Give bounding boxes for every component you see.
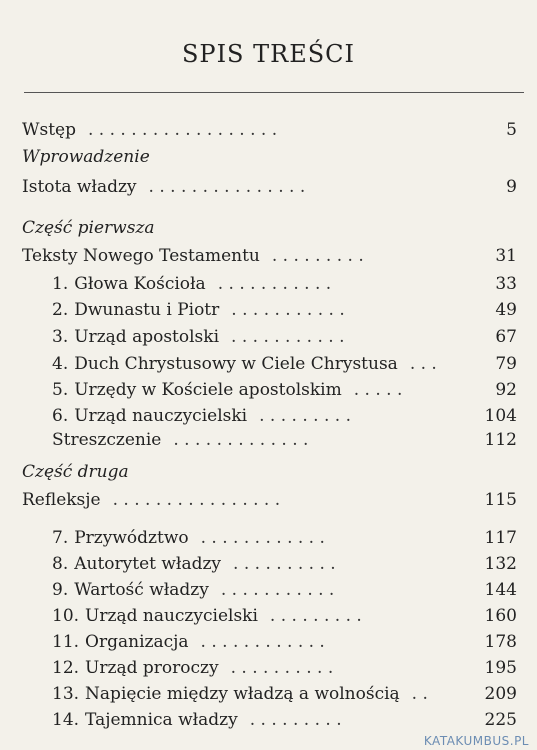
toc-page-number: 9 xyxy=(506,177,517,197)
toc-entry-number: 5. xyxy=(52,380,69,400)
toc-entry-number: 2. xyxy=(52,300,69,320)
toc-entry[interactable] xyxy=(0,404,537,428)
leader-dots: . . . . . . . . . . . . . . . . xyxy=(112,490,281,510)
toc-entry-title xyxy=(52,298,219,322)
toc-entry-number: 6. xyxy=(52,406,69,426)
toc-entry-number: 3. xyxy=(52,327,69,347)
toc-entry-title xyxy=(52,552,221,576)
toc-entry-title xyxy=(52,378,342,402)
toc-entry[interactable] xyxy=(0,352,537,376)
toc-page-number: 115 xyxy=(484,490,517,510)
toc-entry-title xyxy=(52,428,161,452)
toc-entry-title xyxy=(22,488,101,512)
toc-page-number: 209 xyxy=(484,684,517,704)
toc-entry-label: Urząd proroczy xyxy=(85,658,219,678)
toc-page-number: 132 xyxy=(484,554,517,574)
toc-entry[interactable] xyxy=(0,272,537,296)
toc-entry-title xyxy=(52,578,209,602)
toc-entry-title xyxy=(52,682,400,706)
toc-entry[interactable] xyxy=(0,604,537,628)
top-rule xyxy=(24,92,524,93)
toc-entry-title xyxy=(52,404,247,428)
toc-entry[interactable] xyxy=(0,488,537,512)
toc-entry-title xyxy=(52,656,219,680)
toc-entry-title xyxy=(52,630,189,654)
toc-entry-label: Duch Chrystusowy w Ciele Chrystusa xyxy=(74,354,398,374)
toc-entry-label: Istota władzy xyxy=(22,177,137,197)
toc-page-number: 67 xyxy=(495,327,517,347)
toc-entry-number: 11. xyxy=(52,632,80,652)
toc-entry-number: 9. xyxy=(52,580,69,600)
toc-entry-label: Organizacja xyxy=(85,632,189,652)
page-title: SPIS TREŚCI xyxy=(181,40,356,68)
toc-entry-label: Napięcie między władzą a wolnością xyxy=(85,684,400,704)
toc-entry[interactable] xyxy=(0,175,537,199)
toc-page-number: 33 xyxy=(495,274,517,294)
toc-entry-title xyxy=(22,244,260,268)
toc-entry-title xyxy=(52,708,238,732)
toc-entry-label: Streszczenie xyxy=(52,430,162,450)
toc-entry-label: Urzędy w Kościele apostolskim xyxy=(74,380,342,400)
leader-dots: . . . . . . . . . . . xyxy=(217,274,332,294)
leader-dots: . . . . . . . . . . xyxy=(233,554,336,574)
toc-entry-label: Dwunastu i Piotr xyxy=(74,300,220,320)
toc-entry-label: Głowa Kościoła xyxy=(74,274,206,294)
toc-entry-label: Urząd apostolski xyxy=(74,327,220,347)
toc-entry[interactable] xyxy=(0,118,537,142)
leader-dots: . . . . . . . . . xyxy=(269,606,362,626)
toc-entry-number: 7. xyxy=(52,528,69,548)
leader-dots: . . . . . . . . . xyxy=(271,246,364,266)
toc-entry-number: 10. xyxy=(52,606,80,626)
section-label: Część pierwsza xyxy=(22,218,155,238)
leader-dots: . . . xyxy=(409,354,437,374)
toc-entry-label: Autorytet władzy xyxy=(74,554,222,574)
leader-dots: . . . . . . . . . . . xyxy=(231,327,345,347)
toc-entry[interactable] xyxy=(0,552,537,576)
toc-entry[interactable] xyxy=(0,428,537,452)
toc-entry-title xyxy=(52,526,189,550)
toc-entry[interactable] xyxy=(0,682,537,706)
toc-page-number: 49 xyxy=(495,300,517,320)
leader-dots: . . . . . . . . . xyxy=(259,406,351,426)
leader-dots: . . . . . . . . . . . . . . . . . . xyxy=(87,120,278,140)
toc-entry-label: Tajemnica władzy xyxy=(85,710,238,730)
leader-dots: . . . . . . . . . . . . . . . xyxy=(148,177,306,197)
watermark: KATAKUMBUS.PL xyxy=(423,734,529,748)
toc-entry-label: Urząd nauczycielski xyxy=(85,606,258,626)
toc-entry-title xyxy=(22,118,76,142)
toc-page-number: 117 xyxy=(484,528,517,548)
toc-entry-label: Teksty Nowego Testamentu xyxy=(22,246,260,266)
section-label: Część druga xyxy=(22,462,129,482)
toc-entry-number: 13. xyxy=(52,684,80,704)
leader-dots: . . . . . . . . . . xyxy=(230,658,334,678)
toc-entry[interactable] xyxy=(0,656,537,680)
toc-entry-number: 4. xyxy=(52,354,69,374)
toc-page-number: 112 xyxy=(484,430,517,450)
toc-entry-number: 1. xyxy=(52,274,69,294)
toc-page-number: 79 xyxy=(495,354,517,374)
toc-entry-title xyxy=(52,352,398,376)
toc-entry-label: Refleksje xyxy=(22,490,101,510)
leader-dots: . . . . . . . . . . . xyxy=(231,300,345,320)
toc-page-number: 144 xyxy=(484,580,517,600)
toc-entry[interactable] xyxy=(0,244,537,268)
toc-page-number: 104 xyxy=(484,406,517,426)
toc-entry[interactable] xyxy=(0,630,537,654)
toc-entry-number: 8. xyxy=(52,554,69,574)
toc-entry[interactable] xyxy=(0,378,537,402)
toc-entry-number: 14. xyxy=(52,710,80,730)
leader-dots: . . . . . . . . . . . xyxy=(220,580,335,600)
leader-dots: . . xyxy=(411,684,428,704)
toc-entry-label: Urząd nauczycielski xyxy=(74,406,248,426)
toc-entry[interactable] xyxy=(0,526,537,550)
toc-page-number: 195 xyxy=(484,658,517,678)
toc-entry-title xyxy=(52,604,258,628)
toc-entry[interactable] xyxy=(0,578,537,602)
toc-entry-label: Wstęp xyxy=(22,120,76,140)
toc-entry[interactable] xyxy=(0,325,537,349)
toc-entry-title xyxy=(22,175,137,199)
leader-dots: . . . . . . . . . xyxy=(249,710,342,730)
toc-page-number: 31 xyxy=(495,246,517,266)
toc-entry[interactable] xyxy=(0,298,537,322)
toc-page-number: 178 xyxy=(484,632,517,652)
leader-dots: . . . . . . . . . . . . xyxy=(200,528,325,548)
leader-dots: . . . . . . . . . . . . xyxy=(200,632,325,652)
leader-dots: . . . . . xyxy=(353,380,403,400)
toc-entry[interactable] xyxy=(0,708,537,732)
toc-entry-number: 12. xyxy=(52,658,80,678)
leader-dots: . . . . . . . . . . . . . xyxy=(173,430,309,450)
toc-entry-label: Wartość władzy xyxy=(74,580,209,600)
toc-page-number: 225 xyxy=(484,710,517,730)
toc-entry-title xyxy=(52,272,206,296)
toc-page-number: 160 xyxy=(484,606,517,626)
toc-page-number: 92 xyxy=(495,380,517,400)
toc-entry-title xyxy=(52,325,219,349)
section-label: Wprowadzenie xyxy=(22,147,150,167)
toc-page-number: 5 xyxy=(506,120,517,140)
toc-entry-label: Przywództwo xyxy=(74,528,189,548)
